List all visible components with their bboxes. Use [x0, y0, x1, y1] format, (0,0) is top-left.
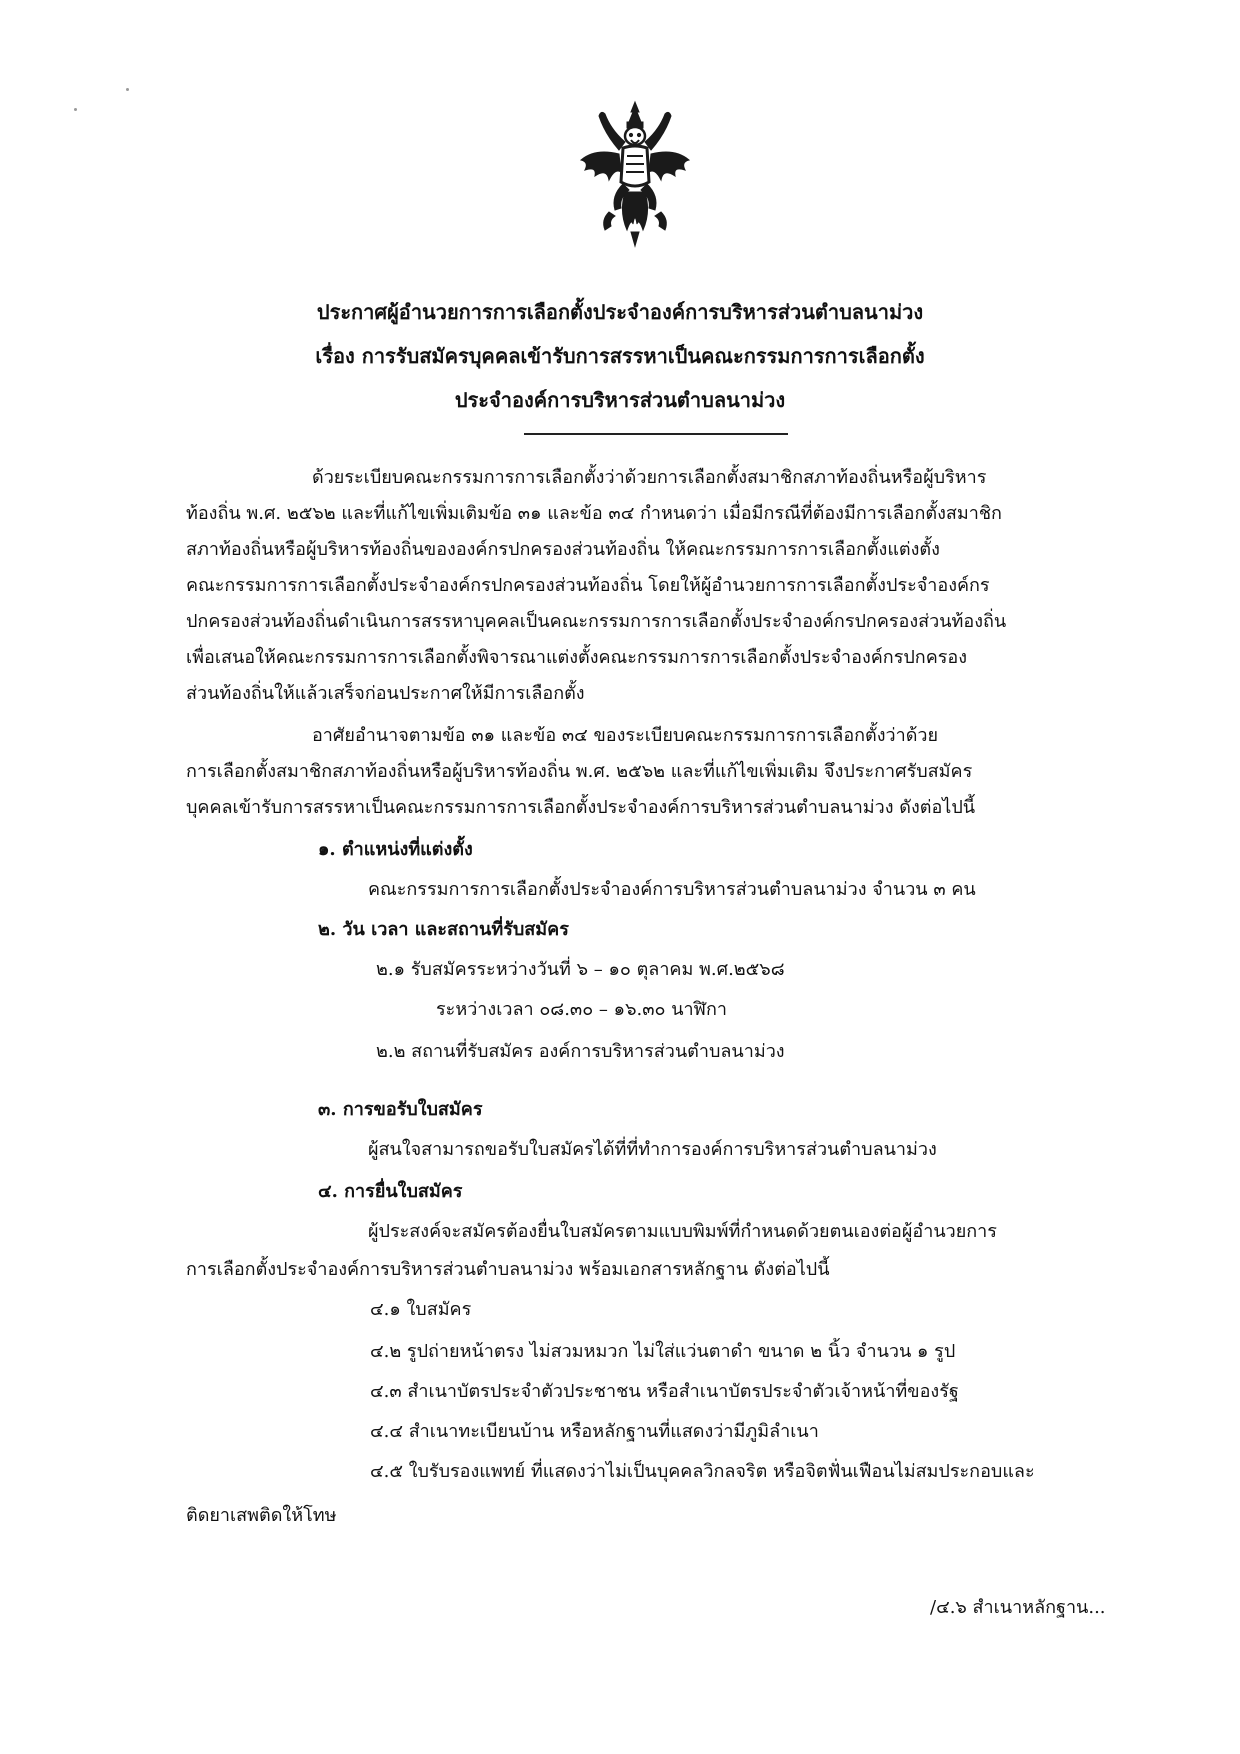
- section-heading: ๓. การขอรับใบสมัคร: [318, 1099, 483, 1120]
- document-item-cont: ติดยาเสพติดให้โทษ: [186, 1505, 337, 1526]
- paragraph-line: อาศัยอำนาจตามข้อ ๓๑ และข้อ ๓๔ ของระเบียบคณะกรรมการการเลือกตั้งว่าด้วย: [312, 725, 939, 746]
- paragraph-line: การเลือกตั้งสมาชิกสภาท้องถิ่นหรือผู้บริหารท้องถิ่น พ.ศ. ๒๕๖๒ และที่แก้ไขเพิ่มเติม จึงประกาศรับสมัคร: [186, 761, 973, 782]
- document-item: ๔.๒ รูปถ่ายหน้าตรง ไม่สวมหมวก ไม่ใส่แว่นตาดำ ขนาด ๒ นิ้ว จำนวน ๑ รูป: [370, 1341, 956, 1362]
- section-text: การเลือกตั้งประจำองค์การบริหารส่วนตำบลนาม่วง พร้อมเอกสารหลักฐาน ดังต่อไปนี้: [186, 1259, 830, 1280]
- paragraph-line: ท้องถิ่น พ.ศ. ๒๕๖๒ และที่แก้ไขเพิ่มเติมข้อ ๓๑ และข้อ ๓๔ กำหนดว่า เมื่อมีกรณีที่ต้องมีการเลือกตั้งสมาชิก: [186, 503, 1002, 524]
- document-item: ๔.๔ สำเนาทะเบียนบ้าน หรือหลักฐานที่แสดงว่ามีภูมิลำเนา: [370, 1421, 819, 1442]
- section-item: ๒.๑ รับสมัครระหว่างวันที่ ๖ – ๑๐ ตุลาคม พ.ศ.๒๕๖๘: [376, 959, 785, 980]
- announcement-subject: เรื่อง การรับสมัครบุคคลเข้ารับการสรรหาเป็นคณะกรรมการการเลือกตั้ง: [315, 344, 925, 368]
- section-heading: ๑. ตำแหน่งที่แต่งตั้ง: [318, 839, 473, 860]
- page-continuation: /๔.๖ สำเนาหลักฐาน...: [930, 1597, 1106, 1618]
- scan-speck: [74, 108, 77, 111]
- announcement-title: ประกาศผู้อำนวยการการเลือกตั้งประจำองค์การบริหารส่วนตำบลนาม่วง: [316, 300, 924, 324]
- announcement-subject-cont: ประจำองค์การบริหารส่วนตำบลนาม่วง: [454, 388, 786, 412]
- scan-speck: [126, 88, 129, 91]
- paragraph-line: ปกครองส่วนท้องถิ่นดำเนินการสรรหาบุคคลเป็นคณะกรรมการการเลือกตั้งประจำองค์กรปกครองส่วนท้องถิ่น: [186, 611, 1007, 632]
- title-divider: [524, 433, 788, 435]
- section-text: ผู้ประสงค์จะสมัครต้องยื่นใบสมัครตามแบบพิมพ์ที่กำหนดด้วยตนเองต่อผู้อำนวยการ: [368, 1221, 997, 1242]
- document-item: ๔.๑ ใบสมัคร: [370, 1299, 472, 1320]
- garuda-emblem: [575, 100, 695, 248]
- section-text: คณะกรรมการการเลือกตั้งประจำองค์การบริหารส่วนตำบลนาม่วง จำนวน ๓ คน: [368, 879, 976, 900]
- paragraph-line: ด้วยระเบียบคณะกรรมการการเลือกตั้งว่าด้วยการเลือกตั้งสมาชิกสภาท้องถิ่นหรือผู้บริหาร: [312, 467, 987, 488]
- paragraph-line: ส่วนท้องถิ่นให้แล้วเสร็จก่อนประกาศให้มีการเลือกตั้ง: [186, 683, 585, 704]
- section-heading: ๔. การยื่นใบสมัคร: [318, 1181, 463, 1202]
- paragraph-line: บุคคลเข้ารับการสรรหาเป็นคณะกรรมการการเลือกตั้งประจำองค์การบริหารส่วนตำบลนาม่วง ดังต่อไปนี้: [186, 797, 976, 818]
- section-heading: ๒. วัน เวลา และสถานที่รับสมัคร: [318, 919, 569, 940]
- paragraph-line: เพื่อเสนอให้คณะกรรมการการเลือกตั้งพิจารณาแต่งตั้งคณะกรรมการการเลือกตั้งประจำองค์กรปกครอง: [186, 647, 967, 668]
- section-item: ๒.๒ สถานที่รับสมัคร องค์การบริหารส่วนตำบลนาม่วง: [376, 1041, 785, 1062]
- paragraph-line: สภาท้องถิ่นหรือผู้บริหารท้องถิ่นขององค์กรปกครองส่วนท้องถิ่น ให้คณะกรรมการการเลือกตั้งแต่งตั้ง: [186, 539, 940, 560]
- section-item: ระหว่างเวลา ๐๘.๓๐ – ๑๖.๓๐ นาฬิกา: [436, 999, 727, 1020]
- document-item: ๔.๓ สำเนาบัตรประจำตัวประชาชน หรือสำเนาบัตรประจำตัวเจ้าหน้าที่ของรัฐ: [370, 1381, 959, 1402]
- section-text: ผู้สนใจสามารถขอรับใบสมัครได้ที่ที่ทำการองค์การบริหารส่วนตำบลนาม่วง: [368, 1139, 937, 1160]
- paragraph-line: คณะกรรมการการเลือกตั้งประจำองค์กรปกครองส่วนท้องถิ่น โดยให้ผู้อำนวยการการเลือกตั้งประจำองค์กร: [186, 575, 990, 596]
- document-item: ๔.๕ ใบรับรองแพทย์ ที่แสดงว่าไม่เป็นบุคคลวิกลจริต หรือจิตฟั่นเฟือนไม่สมประกอบและ: [370, 1461, 1035, 1482]
